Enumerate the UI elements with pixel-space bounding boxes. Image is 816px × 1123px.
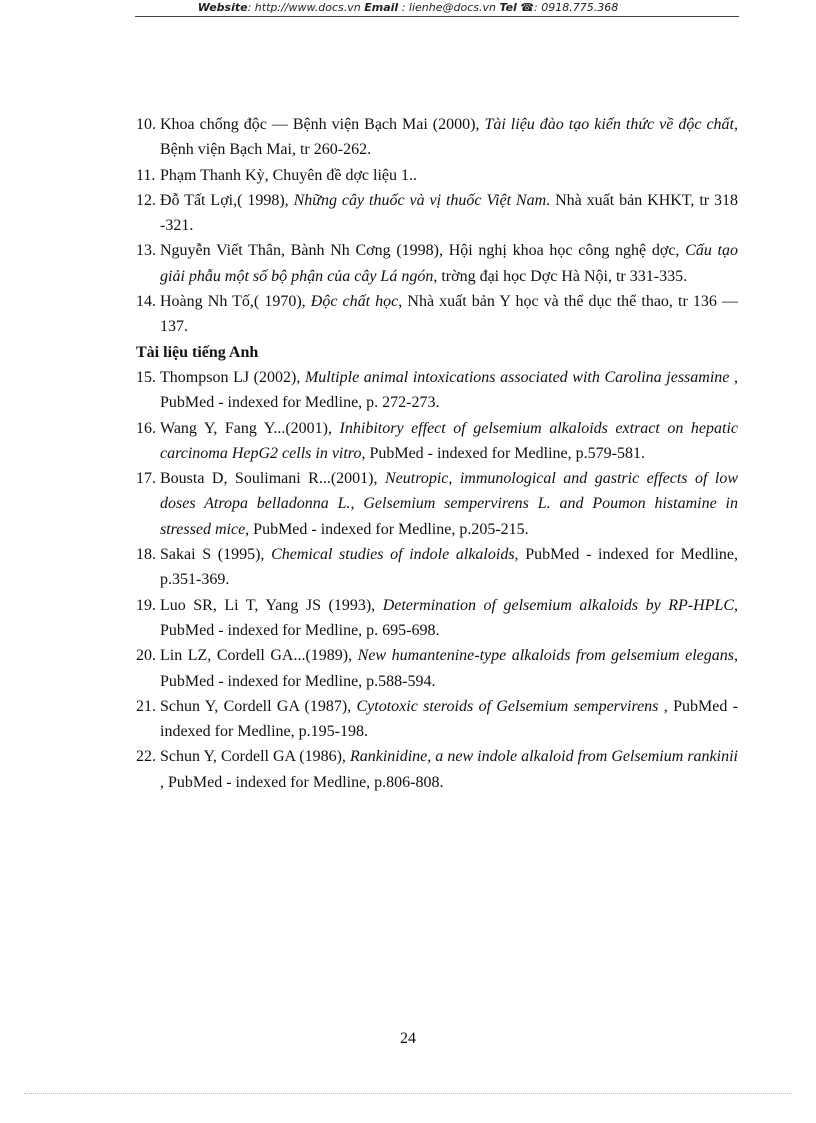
phone-icon: ☎ [520, 1, 535, 14]
reference-item [136, 416, 738, 467]
reference-source: trờng đại học Dợc Hà Nội, tr 331-335. [437, 267, 688, 285]
reference-source: , PubMed - indexed for Medline, p.351-369. [160, 546, 738, 589]
reference-number: 12. [136, 191, 156, 209]
reference-number: 14. [136, 293, 156, 311]
reference-title: Determination of gelsemium alkaloids by RP-HPLC [382, 596, 735, 614]
reference-number: 20. [136, 647, 156, 665]
reference-item [136, 643, 738, 694]
reference-title: Cấu tạo giải phẫu một số bộ phận của cây Lá ngón, [160, 242, 738, 285]
reference-list [136, 112, 738, 795]
reference-source: , PubMed - indexed for Medline, p.806-808. [160, 773, 444, 791]
tel-value: : 0918.775.368 [534, 1, 619, 14]
reference-number: 15. [136, 368, 156, 386]
reference-source: , PubMed - indexed for Medline, p. 695-698. [160, 596, 739, 639]
reference-item [136, 365, 738, 416]
references-english [136, 365, 738, 795]
reference-authors: Sakai S (1995), [160, 546, 272, 564]
email-label: Email [364, 1, 399, 14]
reference-item [136, 163, 738, 188]
reference-source: , Nhà xuất bản Y học và thể dục thể thao, tr 136 —137. [160, 293, 738, 336]
reference-title: Độc chất học [310, 293, 399, 311]
reference-number: 17. [136, 470, 156, 488]
reference-title: Inhibitory effect of gelsemium alkaloids extract on hepatic carcinoma HepG2 cells in vitro [160, 419, 739, 462]
reference-authors: Thompson LJ (2002), [160, 368, 305, 386]
reference-number: 21. [136, 697, 156, 715]
footer-divider [24, 1093, 792, 1094]
reference-number: 16. [136, 419, 156, 437]
reference-authors: Lin LZ, Cordell GA...(1989), [160, 647, 358, 665]
reference-source: , PubMed - indexed for Medline, p.588-594. [160, 647, 738, 690]
reference-authors: Đỗ Tất Lợi,( 1998), [160, 191, 294, 209]
reference-item [136, 542, 738, 593]
reference-number: 19. [136, 596, 156, 614]
reference-item [136, 593, 738, 644]
reference-authors: Luo SR, Li T, Yang JS (1993), [160, 596, 383, 614]
reference-authors: Bousta D, Soulimani R...(2001), [160, 470, 385, 488]
reference-title: Neutropic, immunological and gastric effects of low doses Atropa belladonna L., Gelsemium sempervirens L. and Poumon histamine in stressed mice [160, 470, 739, 538]
header-divider [135, 16, 739, 17]
reference-title: Cytotoxic steroids of Gelsemium sempervirens [356, 697, 659, 715]
section-title-english: Tài liệu tiếng Anh [136, 343, 259, 361]
reference-number: 13. [136, 242, 156, 260]
reference-item [136, 188, 738, 239]
reference-item [136, 694, 738, 745]
reference-authors: Wang Y, Fang Y...(2001), [160, 419, 340, 437]
reference-number: 22. [136, 748, 156, 766]
email-value: : lienhe@docs.vn [401, 1, 496, 14]
reference-title: Rankinidine, a new indole alkaloid from Gelsemium rankinii [349, 748, 738, 766]
reference-item [136, 238, 738, 289]
reference-authors: Schun Y, Cordell GA (1986), [160, 748, 350, 766]
reference-source: , PubMed - indexed for Medline, p.579-581. [361, 444, 645, 462]
reference-source: Bệnh viện Bạch Mai, tr 260-262. [160, 141, 372, 159]
reference-title: Tài liệu đào tạo kiến thức về độc chất, [484, 116, 739, 133]
reference-source: , PubMed - indexed for Medline, p.195-198. [160, 697, 739, 741]
reference-item [136, 289, 738, 340]
reference-item [136, 112, 738, 163]
page-number: 24 [400, 1030, 416, 1047]
reference-authors: Khoa chống độc — Bệnh viện Bạch Mai (2000), [160, 116, 485, 133]
reference-number: 10. [136, 116, 156, 133]
reference-item [136, 466, 738, 542]
reference-number: 11. [136, 166, 156, 184]
references-vietnamese [136, 112, 738, 340]
website-label: Website [197, 1, 248, 14]
reference-title: Những cây thuốc và vị thuốc Việt Nam [293, 191, 547, 209]
reference-item [136, 744, 738, 795]
reference-authors: Schun Y, Cordell GA (1987), [160, 697, 357, 715]
reference-source: , PubMed - indexed for Medline, p. 272-273. [160, 368, 738, 412]
reference-authors: Nguyễn Viết Thân, Bành Nh Cơng (1998), Hội nghị khoa học công nghệ dợc, [160, 242, 686, 260]
reference-source: . Nhà xuất bản KHKT, tr 318 -321. [160, 191, 739, 235]
tel-label: Tel [499, 1, 517, 14]
website-value: : http://www.docs.vn [247, 1, 361, 14]
reference-title: New humantenine-type alkaloids from gelsemium elegans [357, 647, 734, 665]
reference-title: Chemical studies of indole alkaloids [271, 546, 515, 564]
reference-title: Multiple animal intoxications associated with Carolina jessamine [304, 368, 730, 386]
reference-authors: Phạm Thanh Kỳ, Chuyên đề dợc liệu 1.. [160, 166, 418, 184]
reference-authors: Hoàng Nh Tố,( 1970), [160, 293, 311, 311]
reference-source: , PubMed - indexed for Medline, p.205-215. [245, 520, 529, 538]
reference-number: 18. [136, 546, 156, 564]
